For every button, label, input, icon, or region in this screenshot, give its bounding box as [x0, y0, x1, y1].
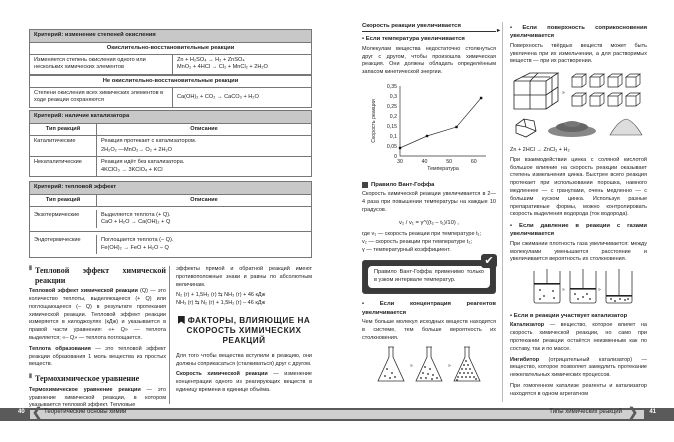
col-desc-header: Описание: [190, 196, 218, 203]
table-row: [30, 136, 311, 158]
cylinder-icon: [534, 269, 560, 303]
paragraph: При сжимании плотность газа увеличивается: между молекулами уменьшается расстояние и увеличивается вероятность их столкновения.: [510, 240, 647, 263]
description-text: Реакция идёт без катализатора.: [101, 159, 185, 166]
reaction-type: Некаталитические: [30, 157, 97, 176]
chevron-right-icon: ❯: [627, 405, 638, 419]
flask-icon: [416, 347, 442, 381]
equation: Zn + H₂SO₄ → H₂ + ZnSO₄: [177, 57, 245, 64]
right-column-1: [362, 22, 500, 389]
y-tick-label: 0,05: [386, 143, 397, 150]
x-axis-label: Температура: [427, 165, 459, 172]
flasks-illustration: [362, 345, 496, 385]
x-tick-label: 40: [421, 158, 428, 165]
y-tick-label: 0,1: [389, 133, 397, 140]
reaction-description: [97, 210, 311, 229]
data-point: [426, 135, 428, 137]
description-text: Выделяется теплота (+ Q).: [101, 211, 171, 218]
data-point: [455, 126, 457, 128]
large-cube-icon: [514, 73, 558, 109]
criterion-header: Критерий: тепловой эффект: [30, 182, 311, 195]
gas-molecules: [610, 298, 629, 302]
x-tick-label: 50: [446, 158, 453, 165]
equation: Ca(OH)₂ + CO₂ → CaCO₃ + H₂O: [177, 93, 259, 100]
equation: NH₃ (г) ⇆ N₂ (г) + 1,5H₂ (г) – 46 кДж: [176, 300, 266, 307]
equation: 4KClO₃ → 3KClO₄ + KCl: [101, 166, 163, 173]
section-marker-icon: Ⅱ: [29, 374, 32, 381]
redox-equations: [173, 55, 311, 74]
zinc-chunk-icon: [516, 119, 536, 137]
description-text: Реакция протекает с катализатором.: [101, 137, 197, 144]
x-tick-label: 60: [470, 158, 477, 165]
definition: v₂ — скорость реакции при температуре t₂;: [362, 238, 472, 245]
reaction-type: Эндотермические: [30, 235, 97, 254]
data-point: [399, 147, 401, 149]
definition: γ — температурный коэффициент.: [362, 246, 451, 253]
square-marker-icon: [362, 182, 368, 188]
cylinder-icon: [606, 269, 632, 303]
y-tick-label: 0,2: [389, 113, 397, 120]
equation: Zn + 2HCl → ZnCl₂ + H₂: [510, 146, 570, 153]
arrow-icon: »: [598, 287, 601, 294]
bullet-heading: • Если температура увеличивается: [362, 36, 465, 43]
paragraph: [29, 387, 166, 410]
section-title-text: ФАКТОРЫ, ВЛИЯЮЩИЕ НА СКОРОСТЬ ХИМИЧЕСКИХ РЕАКЦИЙ: [186, 315, 311, 346]
col-desc-header: Описание: [190, 125, 218, 132]
zinc-powder-icon: [610, 119, 642, 135]
page-footer: [0, 405, 674, 421]
table-header-row: [30, 124, 311, 136]
arrow-right-icon: ▸: [496, 27, 500, 34]
text: — это тепловой эффект реакции образования 1 моль вещества из простых веществ.: [29, 345, 166, 368]
equation: 2H₂O₂ —MnO₂→ O₂ + 2H₂O: [101, 147, 173, 154]
bullet-text: Если концентрация реагентов увеличивается: [362, 301, 497, 316]
section-heading: [29, 374, 166, 384]
paragraph: При взаимодействии цинка с соляной кислотой большое влияние на скорость реакции оказывает степень измельчения цинка. Быстрее всего реакция протекает при использовании порошка, намного медленнее — с гранулами, очень медленно — с большим куском цинка. Используя разные препаративные формы, можно контролировать скорость выделения водорода (ток водорода).: [510, 156, 647, 218]
flask-icon: [378, 347, 404, 381]
flask-icon: [454, 347, 480, 381]
table-row: [30, 157, 311, 176]
heading-text: Термохимическое уравнение: [34, 374, 140, 384]
piston-icon: [570, 288, 596, 290]
y-tick-label: 0,15: [386, 123, 397, 130]
pistons-illustration: [510, 267, 647, 305]
paragraph: Скорость химической реакции увеличивается в 2—4 раза при повышении температуры на каждые 10 градусов.: [362, 191, 496, 213]
column-divider: [502, 22, 503, 402]
page-number-left: 40: [18, 409, 25, 415]
term: Теплота образования: [29, 345, 91, 352]
text: (Q) — это количество теплоты, выделяющееся (+ Q) или поглощающееся (– Q) в результате протекания химической реакции. Тепловой эффект реакции измеряется в килоджоулях (кДж) и указывается в правой части уравнения: «+ Q» — теплота выделяется; «– Q» — теплота поглощается.: [29, 288, 166, 341]
page-number-right: 41: [649, 409, 656, 415]
piston-icon: [606, 295, 632, 297]
bullet-heading: • Если поверхность соприкосновения увеличивается: [510, 25, 648, 40]
note-box: [362, 255, 496, 294]
paragraph: Поверхность твёрдых веществ может быть увеличена при их измельчении, а для растворимых веществ — при их растворении.: [510, 42, 647, 65]
note-text: Правило Вант-Гоффа применимо только в узком интервале температур.: [368, 266, 490, 288]
column-divider: [169, 266, 170, 404]
definition: где v₁ — скорость реакции при температуре t₁;: [362, 230, 481, 237]
equation: N₂ (г) + 1,5H₂ (г) ⇆ NH₃ (г) + 46 кДж: [176, 292, 266, 299]
table-heat-effect: [29, 181, 312, 258]
formula-rhs: = γ^((t₂ – t₁)/10) ,: [415, 219, 459, 226]
reaction-description: [97, 157, 311, 176]
right-column-2: [510, 24, 647, 402]
series-line: [400, 98, 481, 148]
col-type-header: Тип реакций: [30, 195, 97, 206]
paragraph: [29, 288, 166, 343]
term: Катализатор: [510, 322, 545, 329]
criterion-header: Критерий: изменение степеней окисления: [30, 30, 311, 43]
rule-title: Правило Вант-Гоффа: [371, 181, 435, 188]
redox-header: Окислительно-восстановительные реакции: [30, 43, 311, 56]
equation: MnO₂ + 4HCl → Cl₂ + MnCl₂ + 2H₂O: [177, 64, 268, 71]
equation: Fe(OH)₂ → FeO + H₂O – Q: [101, 244, 169, 251]
arrow-icon: »: [562, 90, 565, 97]
bullet-heading: • Если концентрация реагентов увеличивается: [362, 301, 497, 316]
text: — это уравнение химической реакции, в котором указывается тепловой эффект. Тепловые: [29, 386, 166, 409]
term: Тепловой эффект химической реакции: [29, 288, 138, 295]
checkmark-icon: ✔: [481, 254, 497, 268]
arrow-icon: »: [448, 363, 451, 370]
paragraph: [510, 357, 647, 380]
y-tick-label: 0,25: [386, 103, 397, 110]
left-column-1: [29, 264, 166, 413]
arrow-icon: »: [410, 363, 413, 370]
equation: CaO + H₂O → Ca(OH)₂ + Q: [101, 219, 171, 226]
reaction-type: Экзотермические: [30, 210, 97, 229]
heading-text: Тепловой эффект химической реакции: [34, 266, 166, 285]
zinc-granules-icon: [548, 121, 596, 137]
nonredox-header: Не окислительно-восстановительные реакции: [30, 75, 311, 89]
surface-area-illustration: [510, 69, 647, 141]
gas-molecules: [574, 293, 591, 300]
nonredox-description: Степени окисления всех химических элементов в ходе реакции сохраняются: [30, 88, 173, 107]
bullet-text: Если давление в реакции с газами увеличивается: [510, 223, 647, 238]
section-heading: [29, 266, 166, 285]
formula-lhs: v₂ / v₁: [399, 219, 414, 226]
piston-icon: [534, 283, 560, 285]
section-marker-icon: Ⅱ: [29, 266, 32, 272]
redox-description: Изменяется степень окисления одного или нескольких химических элементов: [30, 55, 173, 74]
banner-text: Скорость реакции увеличивается: [362, 23, 461, 29]
arrow-icon: »: [562, 287, 565, 294]
table-oxidation-state: [29, 29, 312, 108]
text: (отрицательный катализатор) — вещество, которое позволяет замедлить протекание нежелательных химических процессов.: [510, 356, 647, 379]
paragraph: [29, 346, 166, 369]
data-point: [480, 97, 482, 99]
table-row: [30, 232, 311, 257]
rate-increases-banner: [362, 22, 500, 34]
rate-temperature-chart: [362, 80, 496, 178]
reaction-description: [97, 136, 311, 157]
text: — изменение концентрации одного из реагирующих веществ в единицу времени в единице объёма.: [176, 371, 312, 393]
paragraph: Молекулам вещества недостаточно столкнуться друг с другом, чтобы произошла химическая реакция. Они должны обладать определённым запасом кинетической энергии.: [362, 45, 496, 76]
x-tick-label: 30: [397, 158, 403, 165]
bullet-heading: • Если в реакции участвует катализатор: [510, 313, 628, 320]
table-row: [30, 207, 311, 233]
small-cubes-icon: [572, 74, 640, 106]
paragraph: [176, 371, 312, 394]
reaction-type: Каталитические: [30, 136, 97, 157]
criterion-header: Критерий: наличие катализатора: [30, 111, 311, 124]
bookmark-icon: [178, 316, 185, 324]
y-tick-label: 0: [394, 153, 397, 160]
y-tick-label: 0,35: [386, 83, 397, 90]
chevron-left-icon: ❮: [32, 405, 43, 419]
col-type-header: Тип реакций: [30, 124, 97, 135]
bullet-text: Если поверхность соприкосновения увеличивается: [510, 25, 648, 40]
paragraph: [510, 322, 647, 353]
bullet-heading: • Если давление в реакции с газами увеличивается: [510, 223, 647, 238]
bullet-text: Если в реакции участвует катализатор: [513, 313, 628, 320]
term: Термохимическое уравнение реакции: [29, 386, 141, 393]
gas-molecules: [539, 289, 555, 300]
table-row: [30, 55, 311, 75]
term: Ингибитор: [510, 356, 540, 363]
rule-heading: [362, 181, 496, 189]
vant-hoff-formula: [362, 219, 496, 227]
molecules-few: [384, 368, 396, 379]
paragraph: При гомогенном катализе реагенты и катализатор находятся в одном агрегатном: [510, 383, 647, 397]
y-tick-label: 0,3: [389, 93, 397, 100]
paragraph: Для того чтобы вещества вступили в реакцию, они должны соприкасаться (сталкиваться) друг с другом.: [176, 352, 312, 367]
section-title: [176, 316, 312, 347]
description-text: Поглощается теплота (– Q).: [101, 237, 174, 244]
y-axis-label: Скорость реакции: [371, 99, 377, 143]
term: Скорость химической реакции: [176, 371, 268, 378]
paragraph: эффекты прямой и обратной реакций имеют противоположные знаки и равны по абсолютным величинам.: [176, 266, 312, 288]
footer-title-right: Типы химических реакций: [549, 409, 622, 415]
text: — вещество, которое влияет на скорость химической реакции, но само при протекании реакции остаётся неизменным как по составу, так и по массе.: [510, 322, 647, 352]
paragraph: Чем больше молекул исходных веществ находится в системе, тем больше вероятность их столкновения.: [362, 318, 496, 341]
bullet-text: Если температура увеличивается: [365, 36, 465, 43]
table-catalyst: [29, 110, 312, 177]
table-row: [30, 88, 311, 107]
reaction-description: [97, 235, 311, 254]
left-column-2: [176, 266, 312, 398]
table-header-row: [30, 195, 311, 207]
footer-title-left: Теоретические основы химии: [44, 409, 127, 415]
molecules-medium: [420, 366, 438, 380]
